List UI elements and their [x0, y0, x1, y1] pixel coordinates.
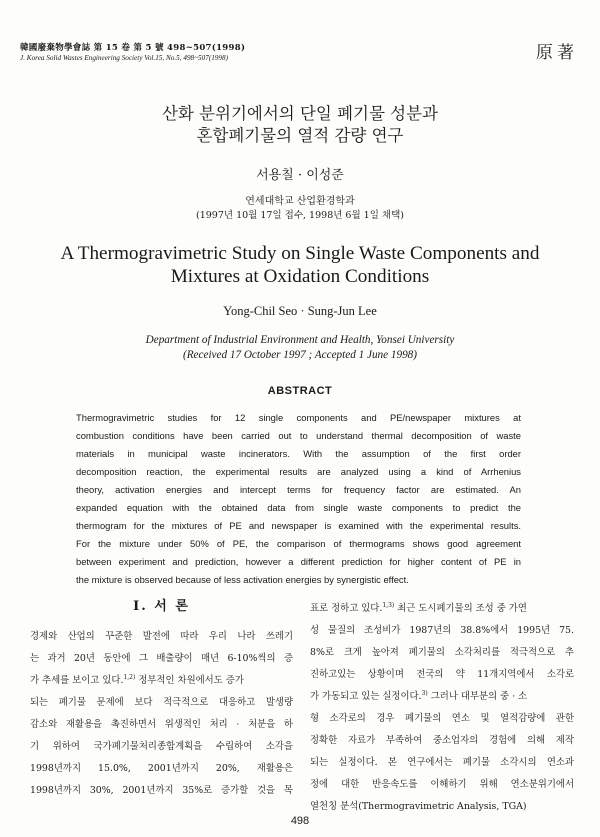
authors-english: Yong-Chil Seo · Sung-Jun Lee	[223, 304, 377, 318]
body-text-line	[310, 688, 574, 702]
body-text-line: 경제와 산업의 꾸준한 발전에 따라 우리 나라 쓰레기	[30, 631, 293, 642]
abstract-line: thermogram for the mixtures of PE and newspaper is examined with the experimental results.	[76, 520, 521, 531]
title-korean-line-1: 산화 분위기에서의 단일 폐기물 성분과	[161, 104, 438, 123]
authors-korean: 서용칠 · 이성준	[256, 168, 344, 183]
abstract-line: between experiment and prediction, however a different prediction for higher content of PE in	[76, 556, 521, 567]
body-text-line: 형 소각로의 경우 폐기물의 연소 및 열적감량에 관한	[310, 713, 574, 724]
abstract-heading: ABSTRACT	[267, 385, 333, 397]
abstract-line: expanded equation with the obtained data from single waste components to predict the	[76, 502, 521, 513]
body-text-fragment: 가 추세를 보이고 있다.	[30, 675, 124, 686]
dates-korean: (1997년 10월 17일 접수, 1998년 6월 1일 채택)	[196, 210, 404, 221]
abstract-line: combustion conditions have been carried out to understand thermal decomposition of waste	[76, 430, 521, 441]
body-text-line: 성 물질의 조성비가 1987년의 38.8%에서 1995년 75.	[310, 625, 574, 636]
body-text-line: 는 과거 20년 동안에 그 배출량이 매년 6-10%씩의 증	[30, 653, 293, 664]
body-text-line: 정확한 자료가 부족하여 중소업자의 경험에 의해 제작	[310, 735, 574, 746]
title-english-line-1: A Thermogravimetric Study on Single Waste Components and	[60, 243, 540, 264]
body-text-line: 8%로 크게 높아져 폐기물의 소각처리를 적극적으로 추	[310, 647, 574, 658]
section-heading-introduction: Ⅰ. 서 론	[133, 599, 190, 614]
citation-ref: 1,3)	[382, 601, 395, 609]
body-text-line: 정에 대한 반응속도를 이해하기 위해 연소분위기에서	[310, 779, 574, 790]
body-text-line: 감소와 재활용을 촉진하면서 위생적인 처리 · 처분을 하	[30, 719, 293, 730]
article-type-badge: 原著	[536, 43, 578, 63]
citation-ref: 1,2)	[123, 673, 136, 681]
affiliation-korean: 연세대학교 산업환경학과	[245, 196, 355, 207]
body-text-line	[30, 672, 293, 686]
body-text-line	[310, 600, 574, 614]
abstract-line: decomposition reaction, the experimental results are analyzed using a kind of Arrhenius	[76, 466, 521, 477]
body-text-line: 1998년까지 15.0%, 2001년까지 20%, 재활용은	[30, 763, 293, 774]
body-text-fragment: 최근 도시폐기물의 조성 중 가연	[397, 603, 527, 614]
title-english-line-2: Mixtures at Oxidation Conditions	[170, 266, 430, 287]
abstract-line: theory, activation energies and intercept terms for frequency factor are estimated. An	[76, 484, 521, 495]
journal-header-english: J. Korea Solid Wastes Engineering Society Vol.15, No.5, 498~507(1998)	[20, 54, 228, 62]
abstract-line: For the mixture under 50% of PE, the comparison of thermograms shows good agreement	[76, 538, 521, 549]
citation-ref: 3)	[421, 689, 428, 697]
department-english: Department of Industrial Environment and Health, Yonsei University	[145, 334, 455, 346]
body-text-fragment: 가 가동되고 있는 실정이다.	[310, 691, 422, 702]
abstract-line: the mixture is observed because of less activation energies by synergistic effect.	[76, 574, 409, 585]
body-text-line: 기 위하여 국가폐기물처리종합계획을 수립하여 소각을	[30, 741, 293, 752]
body-text-fragment: 그러나 대부분의 중 · 소	[430, 691, 528, 702]
abstract-line: materials in municipal waste incinerators. With the assumption of the first order	[76, 448, 521, 459]
body-text-line: 열천칭 분석(Thermogravimetric Analysis, TGA)	[310, 801, 527, 812]
received-dates-english: (Received 17 October 1997 ; Accepted 1 June 1998)	[182, 349, 417, 361]
title-korean-line-2: 혼합폐기물의 열적 감량 연구	[196, 126, 404, 145]
body-text-line: 진하고있는 상황이며 전국의 약 11개지역에서 소각로	[310, 669, 574, 680]
journal-header-korean: 韓國廢棄物學會誌 第 15 卷 第 5 號 498~507(1998)	[20, 43, 246, 53]
body-text-line: 되는 폐기물 문제에 보다 적극적으로 대응하고 발생량	[30, 697, 293, 708]
body-text-fragment: 정부적인 차원에서도 증가	[138, 675, 244, 686]
body-text-line: 되는 실정이다. 본 연구에서는 폐기물 소각시의 연소과	[310, 757, 574, 768]
page-number: 498	[290, 815, 310, 827]
abstract-line: Thermogravimetric studies for 12 single components and PE/newspaper mixtures at	[76, 412, 521, 423]
body-text-fragment: 표로 정하고 있다.	[310, 603, 383, 614]
body-text-line: 1998년까지 30%, 2001년까지 35%로 증가할 것을 목	[30, 785, 293, 796]
